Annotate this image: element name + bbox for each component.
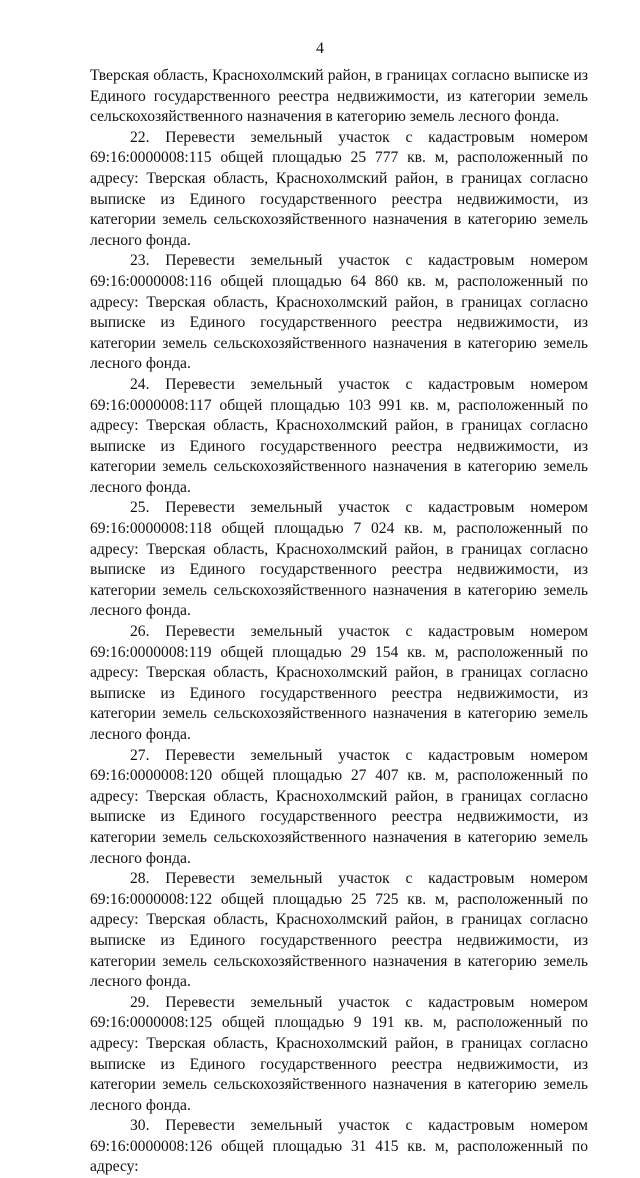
paragraph-item-25: 25. Перевести земельный участок с кадастровым номером 69:16:0000008:118 общей площадью 7 024 кв. м, расположенный по адресу: Тверская область, Краснохолмский район, в границах согласно выписке из Единого государственного реестра недвижимости, из категории земель сельскохозяйственного назначения в категорию земель лесного фонда. <box>90 499 588 620</box>
paragraph-item-29: 29. Перевести земельный участок с кадастровым номером 69:16:0000008:125 общей площадью 9 191 кв. м, расположенный по адресу: Тверская область, Краснохолмский район, в границах согласно выписке из Единого государственного реестра недвижимости, из категории земель сельскохозяйственного назначения в категорию земель лесного фонда. <box>90 993 588 1114</box>
paragraph-item-22: 22. Перевести земельный участок с кадастровым номером 69:16:0000008:115 общей площадью 25 777 кв. м, расположенный по адресу: Тверская область, Краснохолмский район, в границах согласно выписке из Единого государственного реестра недвижимости, из категории земель сельскохозяйственного назначения в категорию земель лесного фонда. <box>90 128 588 249</box>
document-body <box>90 66 588 1178</box>
paragraph-item-26: 26. Перевести земельный участок с кадастровым номером 69:16:0000008:119 общей площадью 29 154 кв. м, расположенный по адресу: Тверская область, Краснохолмский район, в границах согласно выписке из Единого государственного реестра недвижимости, из категории земель сельскохозяйственного назначения в категорию земель лесного фонда. <box>90 623 588 743</box>
paragraph-continuation: Тверская область, Краснохолмский район, в границах согласно выписке из Единого государственного реестра недвижимости, из категории земель сельскохозяйственного назначения в категорию земель лесного фонда. <box>90 67 588 126</box>
page-number: 4 <box>316 40 324 57</box>
paragraph-item-23: 23. Перевести земельный участок с кадастровым номером 69:16:0000008:116 общей площадью 64 860 кв. м, расположенный по адресу: Тверская область, Краснохолмский район, в границах согласно выписке из Единого государственного реестра недвижимости, из категории земель сельскохозяйственного назначения в категорию земель лесного фонда. <box>90 252 588 373</box>
paragraph-item-24: 24. Перевести земельный участок с кадастровым номером 69:16:0000008:117 общей площадью 103 991 кв. м, расположенный по адресу: Тверская область, Краснохолмский район, в границах согласно выписке из Единого государственного реестра недвижимости, из категории земель сельскохозяйственного назначения в категорию земель лесного фонда. <box>90 375 588 496</box>
paragraph-item-30: 30. Перевести земельный участок с кадастровым номером 69:16:0000008:126 общей площадью 31 415 кв. м, расположенный по адресу: <box>90 1117 588 1176</box>
paragraph-item-27: 27. Перевести земельный участок с кадастровым номером 69:16:0000008:120 общей площадью 27 407 кв. м, расположенный по адресу: Тверская область, Краснохолмский район, в границах согласно выписке из Единого государственного реестра недвижимости, из категории земель сельскохозяйственного назначения в категорию земель лесного фонда. <box>90 746 588 867</box>
paragraph-item-28: 28. Перевести земельный участок с кадастровым номером 69:16:0000008:122 общей площадью 25 725 кв. м, расположенный по адресу: Тверская область, Краснохолмский район, в границах согласно выписке из Единого государственного реестра недвижимости, из категории земель сельскохозяйственного назначения в категорию земель лесного фонда. <box>90 870 588 991</box>
